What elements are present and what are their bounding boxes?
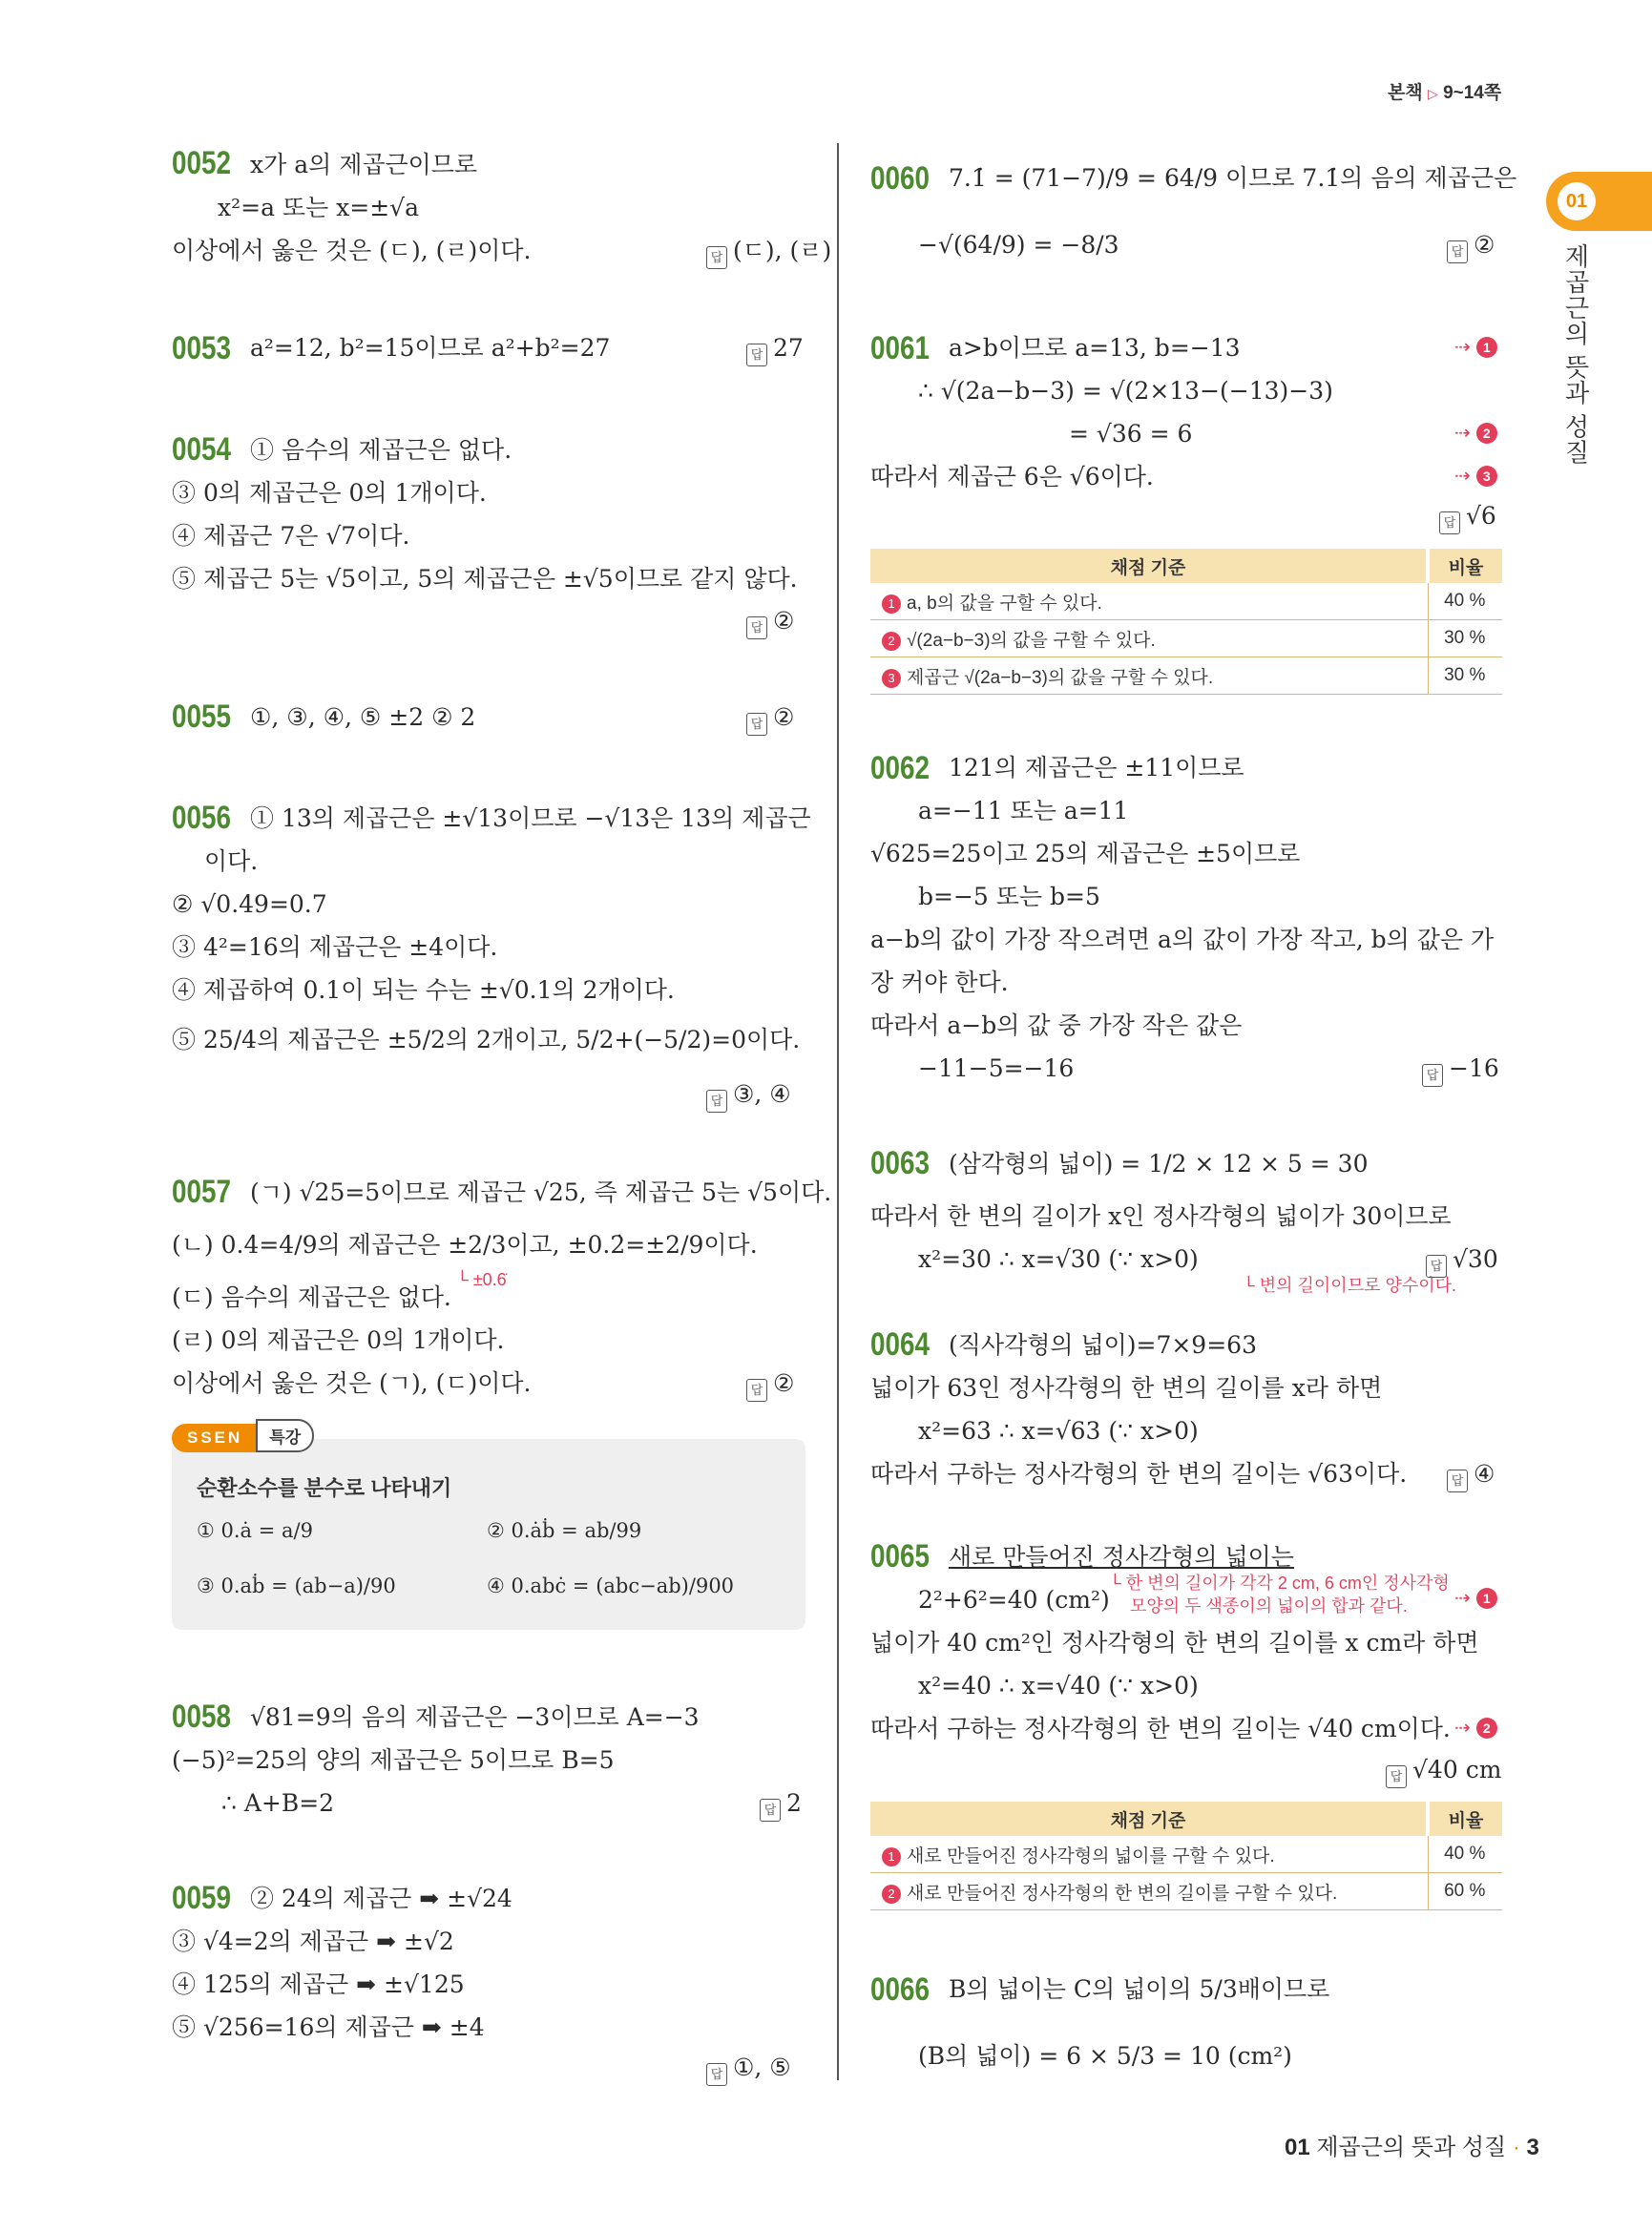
step-marker xyxy=(1454,464,1497,488)
line: (ㄱ) √25=5이므로 제곱근 √25, 즉 제곱근 5는 √5이다. xyxy=(250,1178,832,1206)
step-arrow-icon: ⇢ xyxy=(1454,337,1471,358)
criteria-rate: 40 % xyxy=(1428,1836,1502,1873)
problem-0052 xyxy=(172,145,244,182)
line: 7.1̇ = (71−7)/9 = 64/9 이므로 7.1̇의 음의 제곱근은 xyxy=(949,164,1517,192)
problem-number: 0056 xyxy=(172,800,232,836)
table-row xyxy=(870,620,1502,657)
problem-0054 xyxy=(172,431,244,469)
table-row xyxy=(870,657,1502,695)
criteria-number: 2 xyxy=(882,632,901,651)
answer-value: ② xyxy=(773,607,795,635)
line: 이상에서 옳은 것은 (ㄱ), (ㄷ)이다. xyxy=(172,1369,532,1397)
line: a=−11 또는 a=11 xyxy=(918,797,1129,824)
table-row xyxy=(870,1873,1502,1910)
line: (ㄷ) 음수의 제곱근은 없다. xyxy=(172,1283,451,1311)
problem-0061 xyxy=(870,330,943,367)
tip-badge-lecture: 특강 xyxy=(256,1419,314,1452)
criteria-number: 3 xyxy=(882,669,901,688)
answer xyxy=(746,607,794,639)
line: x가 a의 제곱근이므로 xyxy=(250,151,478,178)
answer-icon: 답 xyxy=(706,246,727,269)
answer-value: √40 cm xyxy=(1412,1756,1502,1783)
line: 넓이가 63인 정사각형의 한 변의 길이를 x라 하면 xyxy=(870,1374,1383,1402)
grading-header-rate: 비율 xyxy=(1428,1802,1502,1836)
problem-number: 0057 xyxy=(172,1174,232,1210)
header-book: 본책 xyxy=(1388,83,1423,103)
problem-number: 0053 xyxy=(172,330,232,366)
answer-value: ② xyxy=(773,1369,795,1397)
line: 넓이가 40 cm²인 정사각형의 한 변의 길이를 x cm라 하면 xyxy=(870,1629,1479,1657)
problem-number: 0061 xyxy=(870,330,931,366)
line: ① 13의 제곱근은 ±√13이므로 −√13은 13의 제곱근 xyxy=(250,804,811,832)
answer-icon: 답 xyxy=(746,344,767,366)
line: (−5)²=25의 양의 제곱근은 5이므로 B=5 xyxy=(172,1746,615,1774)
tip-item: ② 0.ȧḃ = ab/99 xyxy=(487,1519,642,1542)
line: = √36 = 6 xyxy=(1069,420,1193,448)
step-arrow-icon: ⇢ xyxy=(1454,466,1471,487)
tip-badge-ssen: SSEN xyxy=(172,1424,256,1452)
line: ① 음수의 제곱근은 없다. xyxy=(250,436,512,464)
step-marker xyxy=(1454,421,1497,445)
answer xyxy=(1439,502,1496,534)
line: 따라서 구하는 정사각형의 한 변의 길이는 √40 cm이다. xyxy=(870,1715,1451,1742)
line: (ㄹ) 0의 제곱근은 0의 1개이다. xyxy=(172,1326,505,1354)
problem-0064 xyxy=(870,1326,943,1364)
line: (B의 넓이) = 6 × 5/3 = 10 (cm²) xyxy=(918,2042,1292,2070)
step-number: 2 xyxy=(1476,423,1497,444)
criteria-number: 1 xyxy=(882,1847,901,1866)
problem-0056 xyxy=(172,800,244,837)
footer-title: 제곱근의 뜻과 성질 xyxy=(1316,2135,1507,2160)
answer xyxy=(1426,1245,1498,1278)
step-marker xyxy=(1454,1586,1497,1610)
answer-icon: 답 xyxy=(1422,1064,1443,1087)
grading-header-criteria: 채점 기준 xyxy=(870,549,1428,583)
criteria-text: 새로 만들어진 정사각형의 한 변의 길이를 구할 수 있다. xyxy=(907,1883,1338,1904)
line: ④ 제곱하여 0.1이 되는 수는 ±√0.1의 2개이다. xyxy=(172,976,675,1004)
criteria-text: √(2a−b−3)의 값을 구할 수 있다. xyxy=(907,630,1156,651)
line: x²=30 ∴ x=√30 (∵ x>0) xyxy=(918,1245,1199,1273)
line: (삼각형의 넓이) = 1/2 × 12 × 5 = 30 xyxy=(949,1150,1369,1178)
footer-separator: · xyxy=(1512,2135,1520,2160)
criteria-rate: 60 % xyxy=(1428,1873,1502,1910)
answer-icon: 답 xyxy=(760,1799,781,1822)
problem-0062 xyxy=(870,750,943,787)
annotation: └ ±0.6̇ xyxy=(456,1270,507,1289)
problem-0060 xyxy=(870,160,943,198)
answer-value: √30 xyxy=(1453,1245,1498,1273)
line: x²=63 ∴ x=√63 (∵ x>0) xyxy=(918,1417,1199,1445)
answer-icon: 답 xyxy=(746,1379,767,1402)
line: ③ 0의 제곱근은 0의 1개이다. xyxy=(172,479,487,507)
line: √625=25이고 25의 제곱근은 ±5이므로 xyxy=(870,840,1301,867)
line: a−b의 값이 가장 작으려면 a의 값이 가장 작고, b의 값은 가 xyxy=(870,926,1495,953)
answer-value: ①, ⑤ xyxy=(733,2054,791,2081)
line: ⑤ 25/4의 제곱근은 ±5/2의 2개이고, 5/2+(−5/2)=0이다. xyxy=(172,1026,801,1053)
answer-icon: 답 xyxy=(746,713,767,736)
problem-number: 0060 xyxy=(870,160,931,197)
criteria-text: a, b의 값을 구할 수 있다. xyxy=(907,593,1102,614)
line: 따라서 구하는 정사각형의 한 변의 길이는 √63이다. xyxy=(870,1460,1408,1488)
line: ⑤ √256=16의 제곱근 ➡ ±4 xyxy=(172,2013,485,2041)
answer-value: −16 xyxy=(1449,1054,1499,1082)
step-number: 1 xyxy=(1476,1588,1497,1609)
page-header xyxy=(1388,78,1501,104)
step-number: 3 xyxy=(1476,466,1497,487)
problem-number: 0064 xyxy=(870,1326,931,1363)
header-pages: 9~14쪽 xyxy=(1443,83,1502,103)
tip-title: 순환소수를 분수로 나타내기 xyxy=(197,1476,452,1500)
problem-number: 0055 xyxy=(172,698,232,735)
line: a>b이므로 a=13, b=−13 xyxy=(949,334,1241,362)
page-footer xyxy=(1285,2128,1539,2161)
answer xyxy=(706,1080,791,1113)
answer-value: 2 xyxy=(786,1789,802,1817)
answer xyxy=(1422,1054,1499,1087)
answer-value: ② xyxy=(773,703,795,731)
line: x²=a 또는 x=±√a xyxy=(218,194,419,221)
tip-item: ③ 0.aḃ = (ab−a)/90 xyxy=(197,1574,396,1597)
grading-header-rate: 비율 xyxy=(1428,549,1502,583)
criteria-number: 1 xyxy=(882,594,901,614)
answer-value: ③, ④ xyxy=(733,1080,791,1108)
problem-number: 0066 xyxy=(870,1971,931,2008)
line: ⑤ 제곱근 5는 √5이고, 5의 제곱근은 ±√5이므로 같지 않다. xyxy=(172,565,798,593)
table-row xyxy=(870,583,1502,620)
answer-icon: 답 xyxy=(1447,240,1468,263)
step-number: 2 xyxy=(1476,1718,1497,1739)
problem-0066 xyxy=(870,1971,943,2009)
answer xyxy=(706,2054,791,2086)
line: 새로 만들어진 정사각형의 넓이는 xyxy=(949,1543,1294,1571)
problem-number: 0065 xyxy=(870,1538,931,1574)
line: ② √0.49=0.7 xyxy=(172,890,327,918)
answer-icon: 답 xyxy=(706,2063,727,2086)
line: (직사각형의 넓이)=7×9=63 xyxy=(949,1331,1257,1359)
problem-number: 0063 xyxy=(870,1145,931,1181)
step-marker xyxy=(1454,1716,1497,1740)
grading-table xyxy=(870,1802,1502,1910)
annotation: 모양의 두 색종이의 넓이의 합과 같다. xyxy=(1130,1596,1408,1616)
tip-item: ① 0.ȧ = a/9 xyxy=(197,1519,313,1542)
answer-icon: 답 xyxy=(1386,1765,1407,1788)
answer xyxy=(746,703,794,736)
chapter-number: 01 xyxy=(1558,182,1596,220)
line: √81=9의 음의 제곱근은 −3이므로 A=−3 xyxy=(250,1703,700,1731)
answer xyxy=(746,1369,794,1402)
line: ∴ √(2a−b−3) = √(2×13−(−13)−3) xyxy=(918,377,1333,405)
step-arrow-icon: ⇢ xyxy=(1454,423,1471,444)
annotation: └ 한 변의 길이가 각각 2 cm, 6 cm인 정사각형 xyxy=(1109,1574,1450,1593)
line: ∴ A+B=2 xyxy=(221,1789,335,1817)
problem-number: 0059 xyxy=(172,1880,232,1916)
tip-item: ④ 0.abċ = (abc−ab)/900 xyxy=(487,1574,735,1597)
line: ④ 제곱근 7은 √7이다. xyxy=(172,522,410,550)
answer xyxy=(746,334,804,366)
line: 장 커야 한다. xyxy=(870,969,1009,996)
grading-header-criteria: 채점 기준 xyxy=(870,1802,1428,1836)
answer-value: 27 xyxy=(773,334,804,362)
problem-0053 xyxy=(172,330,244,367)
line: ② 24의 제곱근 ➡ ±√24 xyxy=(250,1885,512,1912)
answer xyxy=(1447,1460,1495,1492)
line: −√(64/9) = −8/3 xyxy=(918,231,1119,259)
answer xyxy=(1447,231,1495,263)
line: 따라서 a−b의 값 중 가장 작은 값은 xyxy=(870,1011,1243,1039)
criteria-text: 제곱근 √(2a−b−3)의 값을 구할 수 있다. xyxy=(907,667,1214,688)
line: ①, ③, ④, ⑤ ±2 ② 2 xyxy=(250,703,476,731)
table-row xyxy=(870,1836,1502,1873)
problem-number: 0062 xyxy=(870,750,931,786)
answer-icon: 답 xyxy=(1447,1470,1468,1492)
line: 따라서 제곱근 6은 √6이다. xyxy=(870,463,1154,490)
column-divider xyxy=(837,143,839,2080)
problem-number: 0058 xyxy=(172,1699,232,1735)
answer xyxy=(760,1789,802,1822)
answer-value: ④ xyxy=(1474,1460,1495,1488)
grading-table xyxy=(870,549,1502,695)
problem-0063 xyxy=(870,1145,943,1182)
problem-0055 xyxy=(172,698,244,736)
line: a²=12, b²=15이므로 a²+b²=27 xyxy=(250,334,611,362)
answer xyxy=(1386,1756,1501,1788)
line: ③ √4=2의 제곱근 ➡ ±√2 xyxy=(172,1928,454,1955)
line: (ㄴ) 0.4̇=4/9의 제곱근은 ±2/3이고, ±0.2̇=±2/9이다. xyxy=(172,1231,758,1259)
answer xyxy=(706,237,831,269)
line: ③ 4²=16의 제곱근은 ±4이다. xyxy=(172,933,498,961)
step-marker xyxy=(1454,335,1497,359)
line: −11−5=−16 xyxy=(918,1054,1075,1082)
answer-icon: 답 xyxy=(706,1090,727,1113)
chapter-title-vertical: 제곱근의 뜻과 성질 xyxy=(1561,243,1590,466)
problem-0065 xyxy=(870,1538,943,1575)
line: 이다. xyxy=(204,847,259,875)
criteria-rate: 30 % xyxy=(1428,620,1502,657)
line: 따라서 한 변의 길이가 x인 정사각형의 넓이가 30이므로 xyxy=(870,1202,1452,1230)
problem-0057 xyxy=(172,1174,244,1211)
line: ④ 125의 제곱근 ➡ ±√125 xyxy=(172,1970,465,1998)
line: B의 넓이는 C의 넓이의 5/3배이므로 xyxy=(949,1975,1330,2003)
step-number: 1 xyxy=(1476,337,1497,358)
answer-icon: 답 xyxy=(1439,511,1460,534)
line: 이상에서 옳은 것은 (ㄷ), (ㄹ)이다. xyxy=(172,237,532,264)
chapter-tab xyxy=(1546,172,1652,231)
criteria-rate: 40 % xyxy=(1428,583,1502,620)
line: b=−5 또는 b=5 xyxy=(918,883,1100,910)
problem-number: 0054 xyxy=(172,431,232,468)
page-number: 3 xyxy=(1526,2135,1539,2160)
answer-value: (ㄷ), (ㄹ) xyxy=(733,237,832,264)
line: x²=40 ∴ x=√40 (∵ x>0) xyxy=(918,1672,1199,1699)
problem-number: 0052 xyxy=(172,145,232,181)
line: 2²+6²=40 (cm²) xyxy=(918,1586,1110,1614)
problem-0058 xyxy=(172,1699,244,1736)
step-arrow-icon: ⇢ xyxy=(1454,1588,1471,1609)
criteria-text: 새로 만들어진 정사각형의 넓이를 구할 수 있다. xyxy=(907,1845,1275,1866)
problem-0059 xyxy=(172,1880,244,1917)
answer-icon: 답 xyxy=(746,616,767,639)
criteria-number: 2 xyxy=(882,1885,901,1904)
answer-value: ② xyxy=(1474,231,1495,259)
step-arrow-icon: ⇢ xyxy=(1454,1718,1471,1739)
header-arrow-icon: ▷ xyxy=(1428,86,1438,101)
line: 121의 제곱근은 ±11이므로 xyxy=(949,754,1244,782)
annotation: └ 변의 길이이므로 양수이다. xyxy=(1243,1276,1457,1295)
tip-badge xyxy=(172,1419,314,1451)
footer-chapter: 01 xyxy=(1285,2135,1310,2160)
answer-icon: 답 xyxy=(1426,1255,1447,1278)
criteria-rate: 30 % xyxy=(1428,657,1502,695)
answer-value: √6 xyxy=(1466,502,1496,530)
